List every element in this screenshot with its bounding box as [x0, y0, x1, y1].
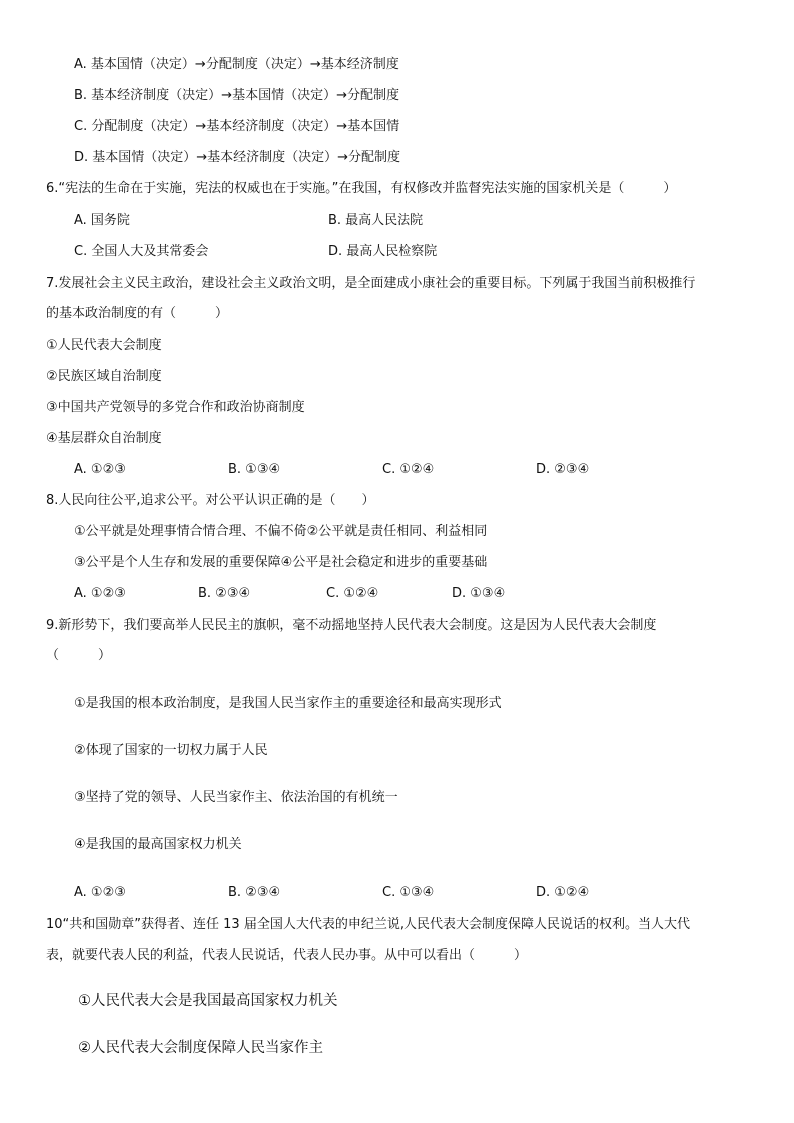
q8-option-b: B. ②③④: [198, 586, 251, 601]
q8-option-c: C. ①②④: [326, 586, 379, 601]
q9-option-b: B. ②③④: [228, 885, 281, 900]
q8-items-line2: ③公平是个人生存和发展的重要保障④公平是社会稳定和进步的重要基础: [74, 555, 488, 570]
q10-item-2: ②人民代表大会制度保障人民当家作主: [78, 1040, 323, 1056]
q6-option-a: A. 国务院: [74, 213, 130, 228]
q6-stem: 6.“宪法的生命在于实施，宪法的权威也在于实施。”在我国，有权修改并监督宪法实施的国家机关是（ ）: [46, 181, 677, 196]
q9-option-c: C. ①③④: [382, 885, 435, 900]
q5-option-c: C. 分配制度（决定）→基本经济制度（决定）→基本国情: [74, 119, 400, 134]
q8-option-d: D. ①③④: [452, 586, 506, 601]
q7-item-1: ①人民代表大会制度: [46, 338, 162, 353]
q8-option-a: A. ①②③: [74, 586, 126, 601]
q6-option-b: B. 最高人民法院: [328, 213, 424, 228]
q10-item-1: ①人民代表大会是我国最高国家权力机关: [78, 993, 338, 1009]
q6-option-c: C. 全国人大及其常委会: [74, 244, 209, 259]
q9-option-d: D. ①②④: [536, 885, 590, 900]
q7-option-b: B. ①③④: [228, 462, 281, 477]
q8-stem: 8.人民向往公平,追求公平。对公平认识正确的是（ ）: [46, 493, 375, 508]
q9-item-1: ①是我国的根本政治制度，是我国人民当家作主的重要途径和最高实现形式: [74, 696, 502, 711]
q9-option-a: A. ①②③: [74, 885, 126, 900]
q7-stem-line1: 7.发展社会主义民主政治，建设社会主义政治文明，是全面建成小康社会的重要目标。下列属于我国当前积极推行: [46, 276, 696, 291]
q5-option-b: B. 基本经济制度（决定）→基本国情（决定）→分配制度: [74, 88, 399, 103]
q7-option-a: A. ①②③: [74, 462, 126, 477]
q5-option-d: D. 基本国情（决定）→基本经济制度（决定）→分配制度: [74, 150, 401, 165]
q7-option-d: D. ②③④: [536, 462, 590, 477]
q7-item-3: ③中国共产党领导的多党合作和政治协商制度: [46, 400, 305, 415]
q7-item-4: ④基层群众自治制度: [46, 431, 162, 446]
q10-stem-line1: 10“共和国勋章”获得者、连任 13 届全国人大代表的申纪兰说,人民代表大会制度保障人民说话的权利。当人大代: [46, 917, 690, 932]
q9-stem-line1: 9.新形势下，我们要高举人民民主的旗帜，毫不动摇地坚持人民代表大会制度。这是因为人民代表大会制度: [46, 618, 657, 633]
q9-item-2: ②体现了国家的一切权力属于人民: [74, 743, 268, 758]
q8-items-line1: ①公平就是处理事情合情合理、不偏不倚②公平就是责任相同、利益相同: [74, 524, 488, 539]
q7-item-2: ②民族区域自治制度: [46, 369, 162, 384]
q7-option-c: C. ①②④: [382, 462, 435, 477]
q9-item-3: ③坚持了党的领导、人民当家作主、依法治国的有机统一: [74, 790, 398, 805]
q9-item-4: ④是我国的最高国家权力机关: [74, 837, 242, 852]
q10-stem-line2: 表，就要代表人民的利益，代表人民说话，代表人民办事。从中可以看出（ ）: [46, 948, 528, 963]
q9-stem-line2: （ ）: [46, 648, 112, 663]
q7-stem-line2: 的基本政治制度的有（ ）: [46, 306, 229, 321]
q6-option-d: D. 最高人民检察院: [328, 244, 438, 259]
q5-option-a: A. 基本国情（决定）→分配制度（决定）→基本经济制度: [74, 57, 399, 72]
